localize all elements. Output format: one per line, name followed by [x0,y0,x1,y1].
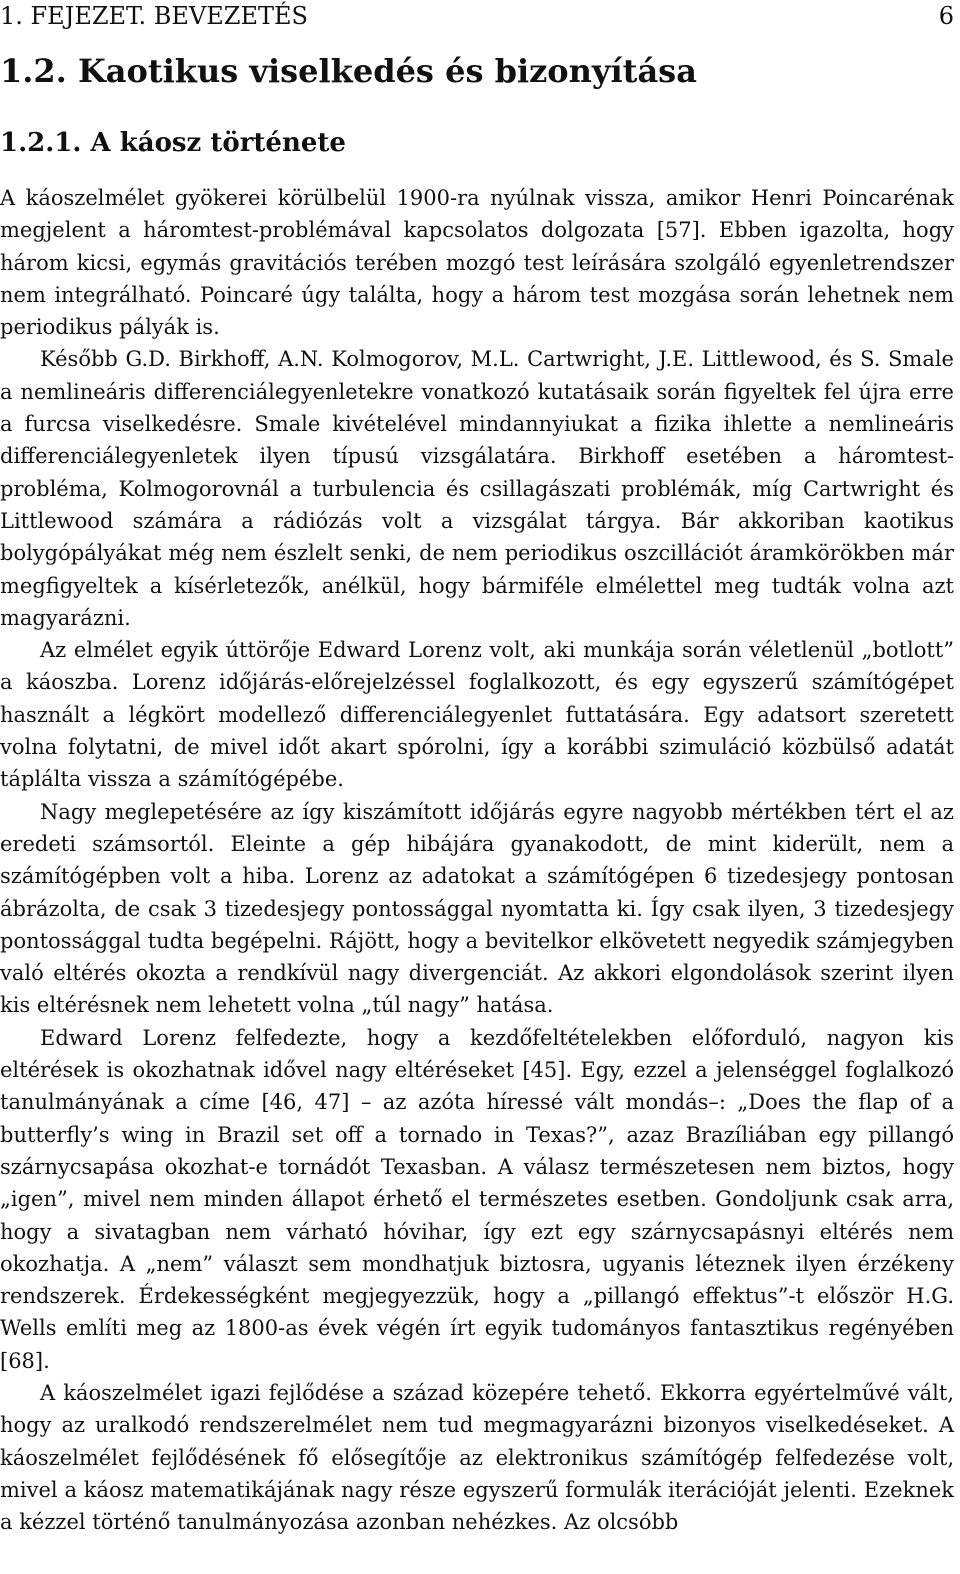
paragraph: Később G.D. Birkhoff, A.N. Kolmogorov, M.L. Cartwright, J.E. Littlewood, és S. Smale a nemlineáris differenciálegyenletekre vonatkozó kutatásaik során figyeltek fel újra erre a furcsa viselkedésre. Smale kivételével mindannyiukat a fizika ihlette a nemlineáris differenciálegyenletek ilyen típusú vizsgálatára. Birkhoff esetében a háromtest-probléma, Kolmogorovnál a turbulencia és csillagászati problémák, míg Cartwright és Littlewood számára a rádiózás volt a vizsgálat tárgya. Bár akkoriban kaotikus bolygópályákat még nem észlelt senki, de nem periodikus oszcillációt áramkörökben már megfigyeltek a kísérletezők, anélkül, hogy bármiféle elmélettel meg tudták volna azt magyarázni. [0,347,954,630]
paragraph: A káoszelmélet igazi fejlődése a század közepére tehető. Ekkorra egyértelművé vált, hogy az uralkodó rendszerelmélet nem tud megmagyarázni bizonyos viselkedéseket. A káoszelmélet fejlődésének fő elősegítője az elektronikus számítógép felfedezése volt, mivel a káosz matematikájának nagy része egyszerű formulák iterációját jelenti. Ezeknek a kézzel történő tanulmányozása azonban nehézkes. Az olcsóbb [0,1380,954,1535]
running-header [0,2,954,30]
chapter-heading: 1. FEJEZET. BEVEZETÉS [0,2,308,30]
section-title: 1.2. Kaotikus viselkedés és bizonyítása [0,52,697,90]
paragraph: Nagy meglepetésére az így kiszámított időjárás egyre nagyobb mértékben tért el az eredeti számsortól. Eleinte a gép hibájára gyanakodott, de mint kiderült, nem a számítógépben volt a hiba. Lorenz az adatokat a számítógépen 6 tizedesjegy pontosan ábrázolta, de csak 3 tizedesjegy pontossággal nyomtatta ki. Így csak ilyen, 3 tizedesjegy pontossággal tudta begépelni. Rájött, hogy a bevitelkor elkövetett negyedik számjegyben való eltérés okozta a rendkívül nagy divergenciát. Az akkori elgondolások szerint ilyen kis eltérésnek nem lehetett volna „túl nagy” hatása. [0,799,954,1018]
paragraph: A káoszelmélet gyökerei körülbelül 1900-ra nyúlnak vissza, amikor Henri Poincarénak megjelent a háromtest-problémával kapcsolatos dolgozata [57]. Ebben igazolta, hogy három kicsi, egymás gravitációs terében mozgó test leírására szolgáló egyenletrendszer nem integrálható. Poincaré úgy találta, hogy a három test mozgása során lehetnek nem periodikus pályák is. [0,186,954,340]
subsection-title: 1.2.1. A káosz története [0,128,346,158]
paragraph: Az elmélet egyik úttörője Edward Lorenz volt, aki munkája során véletlenül „botlott” a káoszba. Lorenz időjárás-előrejelzéssel foglalkozott, és egy egyszerű számítógépet használt a légkört modellező differenciálegyenlet futtatására. Egy adatsort szeretett volna folytatni, de mivel időt akart spórolni, így a korábbi szimuláció közbülső adatát táplálta vissza a számítógépébe. [0,638,954,792]
body-text [0,182,954,1538]
page-number: 6 [938,2,954,30]
paragraph: Edward Lorenz felfedezte, hogy a kezdőfeltételekben előforduló, nagyon kis eltérések is okozhatnak idővel nagy eltéréseket [45]. Egy, ezzel a jelenséggel foglalkozó tanulmányának a címe [46, 47] – az azóta híressé vált mondás–: „Does the flap of a butterfly’s wing in Brazil set off a tornado in Texas?”, azaz Brazíliában egy pillangó szárnycsapása okozhat-e tornádót Texasban. A válasz természetesen nem biztos, hogy „igen”, mivel nem minden állapot érhető el természetes esetben. Gondoljunk csak arra, hogy a sivatagban nem várható hóvihar, így ezt egy szárnycsapásnyi eltérés nem okozhatja. A „nem” választ sem mondhatjuk biztosra, ugyanis léteznek ilyen érzékeny rendszerek. Érdekességként megjegyezzük, hogy a „pillangó effektus”-t először H.G. Wells említi meg az 1800-as évek végén írt egyik tudományos fantasztikus regényében [68]. [0,1025,954,1373]
